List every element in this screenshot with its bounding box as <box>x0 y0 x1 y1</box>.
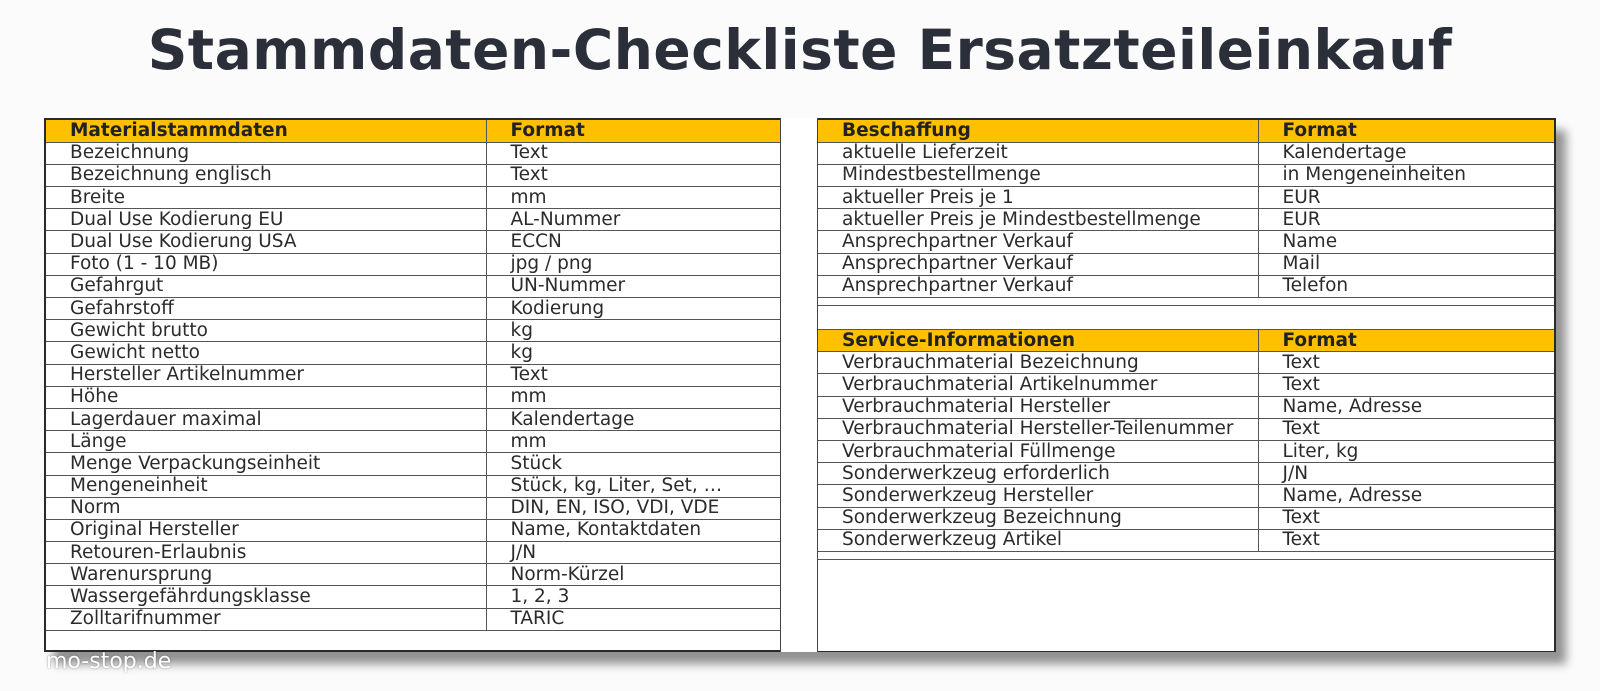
field-name-cell: Sonderwerkzeug Hersteller <box>818 485 1258 507</box>
field-name-cell: Mengeneinheit <box>46 475 486 497</box>
field-name-cell: Verbrauchmaterial Füllmenge <box>818 440 1258 462</box>
table-row <box>46 164 780 186</box>
field-name-cell: Dual Use Kodierung USA <box>46 231 486 253</box>
table-header-row <box>46 120 780 142</box>
field-name-cell: Sonderwerkzeug Artikel <box>818 529 1258 551</box>
field-format-cell: Stück, kg, Liter, Set, … <box>486 475 780 497</box>
field-name-cell: aktuelle Lieferzeit <box>818 142 1258 164</box>
field-name-cell: Gewicht netto <box>46 342 486 364</box>
field-name-cell: Höhe <box>46 386 486 408</box>
field-name-cell: aktueller Preis je 1 <box>818 187 1258 209</box>
field-format-cell: Text <box>1258 507 1554 529</box>
table-row <box>818 164 1554 186</box>
materialstammdaten-table <box>46 120 780 631</box>
table-row <box>46 298 780 320</box>
field-format-cell: DIN, EN, ISO, VDI, VDE <box>486 497 780 519</box>
table-row <box>46 453 780 475</box>
field-format-cell: mm <box>486 431 780 453</box>
table-row <box>46 209 780 231</box>
column-header-name: Beschaffung <box>818 120 1258 142</box>
field-format-cell: Text <box>486 164 780 186</box>
table-row <box>46 564 780 586</box>
column-header-format: Format <box>1258 120 1554 142</box>
field-format-cell: in Mengeneinheiten <box>1258 164 1554 186</box>
field-format-cell: Text <box>1258 529 1554 551</box>
field-name-cell: Ansprechpartner Verkauf <box>818 275 1258 297</box>
field-format-cell: Liter, kg <box>1258 440 1554 462</box>
table-row <box>818 529 1554 551</box>
field-format-cell: Name, Adresse <box>1258 396 1554 418</box>
field-name-cell: Wassergefährdungsklasse <box>46 586 486 608</box>
table-row <box>818 374 1554 396</box>
field-name-cell: aktueller Preis je Mindestbestellmenge <box>818 209 1258 231</box>
table-row <box>46 275 780 297</box>
table-row <box>818 187 1554 209</box>
field-format-cell: Text <box>486 142 780 164</box>
table-row <box>46 142 780 164</box>
field-format-cell: Mail <box>1258 253 1554 275</box>
field-name-cell: Hersteller Artikelnummer <box>46 364 486 386</box>
field-name-cell: Dual Use Kodierung EU <box>46 209 486 231</box>
table-row <box>46 542 780 564</box>
field-name-cell: Länge <box>46 431 486 453</box>
service-informationen-table <box>818 329 1554 552</box>
table-row <box>818 209 1554 231</box>
field-name-cell: Sonderwerkzeug erforderlich <box>818 463 1258 485</box>
watermark-text: mo-stop.de <box>46 649 172 674</box>
field-name-cell: Menge Verpackungseinheit <box>46 453 486 475</box>
field-format-cell: Text <box>1258 352 1554 374</box>
field-name-cell: Gefahrgut <box>46 275 486 297</box>
column-header-format: Format <box>486 120 780 142</box>
field-format-cell: TARIC <box>486 608 780 630</box>
field-name-cell: Bezeichnung englisch <box>46 164 486 186</box>
table-header-row <box>818 120 1554 142</box>
field-format-cell: Name <box>1258 231 1554 253</box>
field-format-cell: Norm-Kürzel <box>486 564 780 586</box>
field-format-cell: Name, Kontaktdaten <box>486 519 780 541</box>
field-name-cell: Ansprechpartner Verkauf <box>818 231 1258 253</box>
field-name-cell: Mindestbestellmenge <box>818 164 1258 186</box>
table-row <box>818 253 1554 275</box>
field-format-cell: EUR <box>1258 209 1554 231</box>
field-name-cell: Gefahrstoff <box>46 298 486 320</box>
field-format-cell: Telefon <box>1258 275 1554 297</box>
field-format-cell: mm <box>486 187 780 209</box>
field-name-cell: Norm <box>46 497 486 519</box>
table-row <box>818 440 1554 462</box>
table-row <box>818 463 1554 485</box>
table-row <box>46 408 780 430</box>
table-row <box>46 475 780 497</box>
table-row <box>46 519 780 541</box>
table-row <box>46 231 780 253</box>
field-format-cell: kg <box>486 342 780 364</box>
column-divider <box>780 118 818 652</box>
table-row <box>818 275 1554 297</box>
field-format-cell: J/N <box>1258 463 1554 485</box>
field-name-cell: Ansprechpartner Verkauf <box>818 253 1258 275</box>
field-format-cell: AL-Nummer <box>486 209 780 231</box>
table-row <box>46 253 780 275</box>
table-row <box>818 142 1554 164</box>
field-format-cell: Name, Adresse <box>1258 485 1554 507</box>
table-row <box>818 507 1554 529</box>
table-row <box>818 231 1554 253</box>
field-name-cell: Breite <box>46 187 486 209</box>
field-name-cell: Verbrauchmaterial Artikelnummer <box>818 374 1258 396</box>
field-format-cell: EUR <box>1258 187 1554 209</box>
blank-area <box>818 559 1554 651</box>
field-name-cell: Foto (1 - 10 MB) <box>46 253 486 275</box>
field-name-cell: Gewicht brutto <box>46 320 486 342</box>
table-row <box>46 364 780 386</box>
field-format-cell: Kalendertage <box>1258 142 1554 164</box>
field-name-cell: Verbrauchmaterial Hersteller <box>818 396 1258 418</box>
table-row <box>818 418 1554 440</box>
field-format-cell: Kodierung <box>486 298 780 320</box>
field-format-cell: mm <box>486 386 780 408</box>
table-row <box>46 497 780 519</box>
table-row <box>46 608 780 630</box>
table-row <box>818 396 1554 418</box>
beschaffung-table <box>818 120 1554 298</box>
column-header-name: Service-Informationen <box>818 330 1258 352</box>
field-name-cell: Original Hersteller <box>46 519 486 541</box>
field-format-cell: UN-Nummer <box>486 275 780 297</box>
field-format-cell: Kalendertage <box>486 408 780 430</box>
field-name-cell: Verbrauchmaterial Hersteller-Teilenummer <box>818 418 1258 440</box>
table-row <box>46 342 780 364</box>
table-row <box>46 586 780 608</box>
column-header-format: Format <box>1258 330 1554 352</box>
field-format-cell: Stück <box>486 453 780 475</box>
field-name-cell: Retouren-Erlaubnis <box>46 542 486 564</box>
field-name-cell: Lagerdauer maximal <box>46 408 486 430</box>
field-format-cell: Text <box>486 364 780 386</box>
field-name-cell: Warenursprung <box>46 564 486 586</box>
table-row <box>46 386 780 408</box>
table-row <box>46 187 780 209</box>
field-format-cell: Text <box>1258 374 1554 396</box>
table-row <box>46 320 780 342</box>
field-format-cell: 1, 2, 3 <box>486 586 780 608</box>
field-name-cell: Zolltarifnummer <box>46 608 486 630</box>
field-format-cell: Text <box>1258 418 1554 440</box>
table-row <box>818 485 1554 507</box>
table-row <box>46 431 780 453</box>
page-title: Stammdaten-Checkliste Ersatzteileinkauf <box>147 18 1453 82</box>
field-format-cell: J/N <box>486 542 780 564</box>
table-row <box>818 352 1554 374</box>
field-format-cell: ECCN <box>486 231 780 253</box>
table-gap <box>818 305 1554 330</box>
column-header-name: Materialstammdaten <box>46 120 486 142</box>
field-format-cell: kg <box>486 320 780 342</box>
table-header-row <box>818 330 1554 352</box>
field-name-cell: Sonderwerkzeug Bezeichnung <box>818 507 1258 529</box>
field-name-cell: Bezeichnung <box>46 142 486 164</box>
field-name-cell: Verbrauchmaterial Bezeichnung <box>818 352 1258 374</box>
field-format-cell: jpg / png <box>486 253 780 275</box>
